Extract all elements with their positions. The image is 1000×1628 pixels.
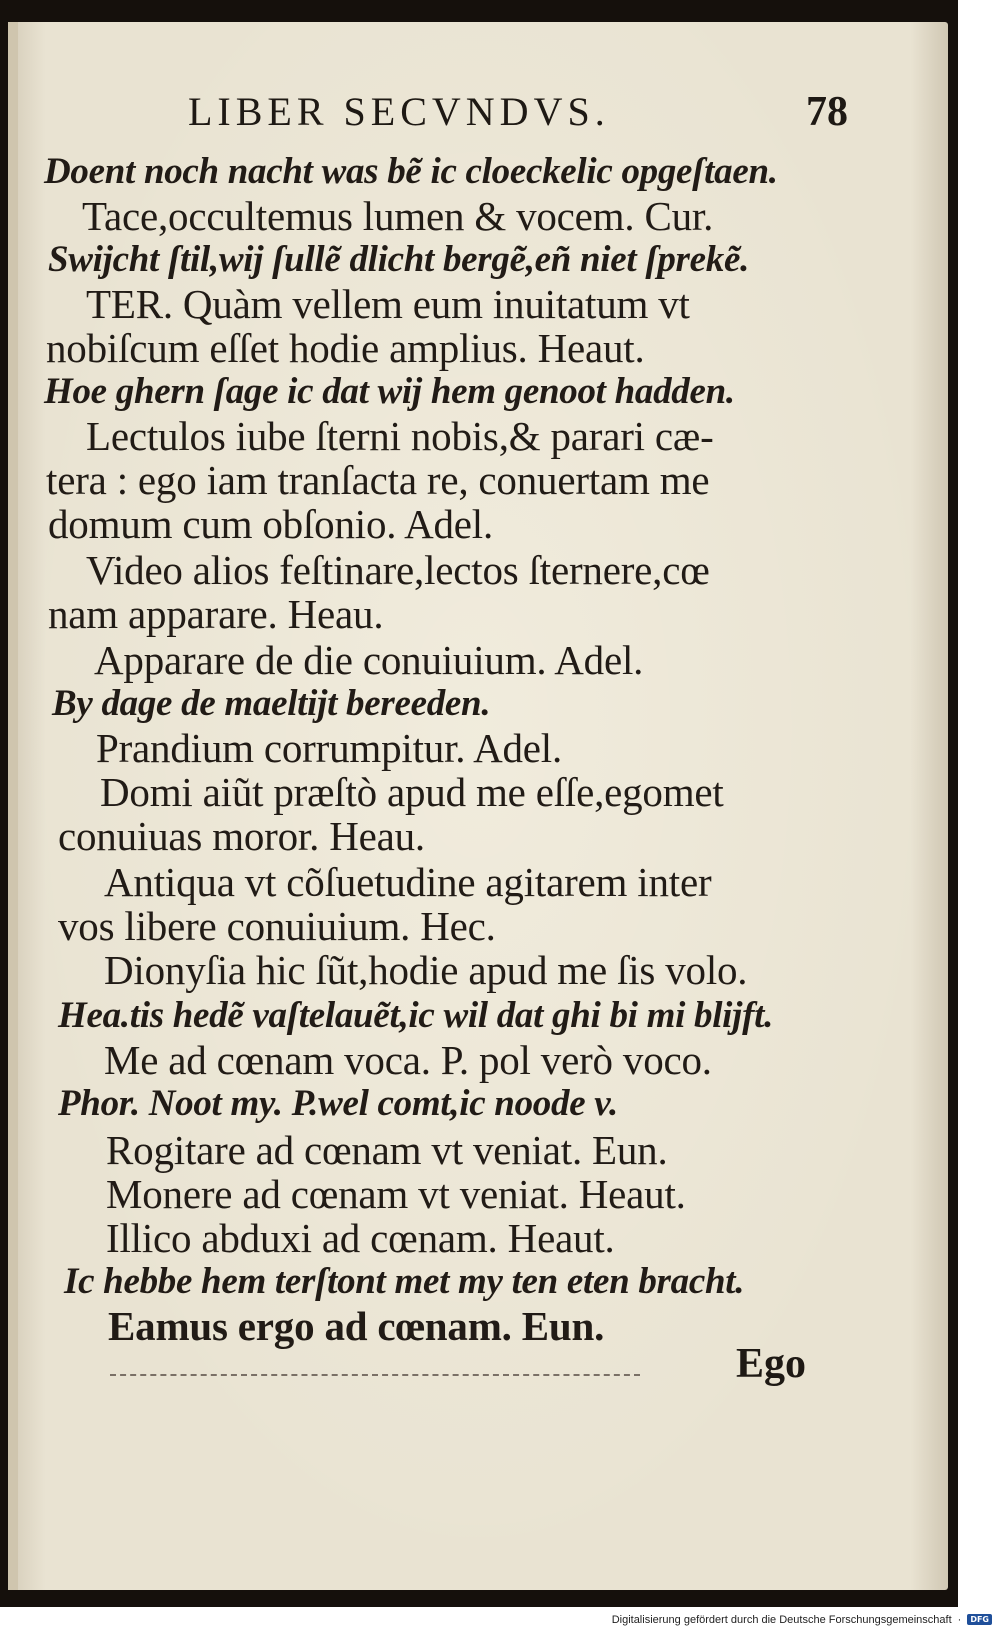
footer-credit: Digitalisierung gefördert durch die Deutsche Forschungsgemeinschaft [611, 1613, 952, 1626]
text-line: Me ad cœnam voca. P. pol verò voco. [104, 1037, 712, 1083]
text-line: Rogitare ad cœnam vt veniat. Eun. [106, 1127, 668, 1173]
text-line: Doent noch nacht was bẽ ic cloeckelic opgeſtaen. [44, 151, 778, 192]
book-page [8, 22, 948, 1590]
text-line: Tace,occultemus lumen & vocem. Cur. [82, 193, 714, 239]
page-surface [8, 22, 948, 1590]
ornamental-rule [110, 1374, 640, 1376]
text-line: TER. Quàm vellem eum inuitatum vt [86, 281, 690, 327]
text-line: Illico abduxi ad cœnam. Heaut. [106, 1215, 615, 1261]
text-line: Monere ad cœnam vt veniat. Heaut. [106, 1171, 686, 1217]
catchword: Ego [736, 1341, 807, 1387]
text-line: Hoe ghern ſage ic dat wij hem genoot hadden. [44, 371, 735, 412]
text-line: Dionyſia hic ſũt,hodie apud me ſis volo. [104, 947, 748, 993]
text-line: By dage de maeltijt bereeden. [52, 683, 491, 724]
page-number: 78 [806, 89, 848, 135]
text-line: Phor. Noot my. P.wel comt,ic noode v. [58, 1083, 618, 1124]
text-line: conuiuas moror. Heau. [58, 813, 425, 859]
text-line: Ic hebbe hem terſtont met my ten eten bracht. [64, 1261, 745, 1302]
text-line: nam apparare. Heau. [48, 591, 384, 637]
text-line: Antiqua vt cõſuetudine agitarem inter [104, 859, 712, 905]
running-title: LIBER SECVNDVS. [188, 89, 610, 134]
dfg-logo: DFG [967, 1614, 992, 1625]
text-line: Apparare de die conuiuium. Adel. [94, 637, 644, 683]
page-header [188, 88, 848, 138]
text-line: vos libere conuiuium. Hec. [58, 903, 496, 949]
text-line: Lectulos iube ſterni nobis,& parari cæ- [86, 413, 714, 459]
text-line: Domi aiũt præſtò apud me eſſe,egomet [100, 769, 724, 815]
text-line: Hea.tis hedẽ vaſtelauẽt,ic wil dat ghi bi mi blijft. [58, 995, 774, 1036]
text-line: domum cum obſonio. Adel. [48, 501, 494, 547]
text-line: Swijcht ſtil,wij ſullẽ dlicht bergẽ,eñ niet ſprekẽ. [48, 239, 750, 280]
text-line: tera : ego iam tranſacta re, conuertam me [46, 457, 710, 503]
text-line: Prandium corrumpitur. Adel. [96, 725, 563, 771]
text-line: nobiſcum eſſet hodie amplius. Heaut. [46, 325, 645, 371]
text-line: Eamus ergo ad cœnam. Eun. [108, 1303, 605, 1349]
digitization-footer: Digitalisierung gefördert durch die Deutsche Forschungsgemeinschaft · DFG [612, 1611, 992, 1628]
scan-bottom-edge [0, 1590, 958, 1607]
text-line: Video alios feſtinare,lectos ſternere,cœ [86, 547, 710, 593]
